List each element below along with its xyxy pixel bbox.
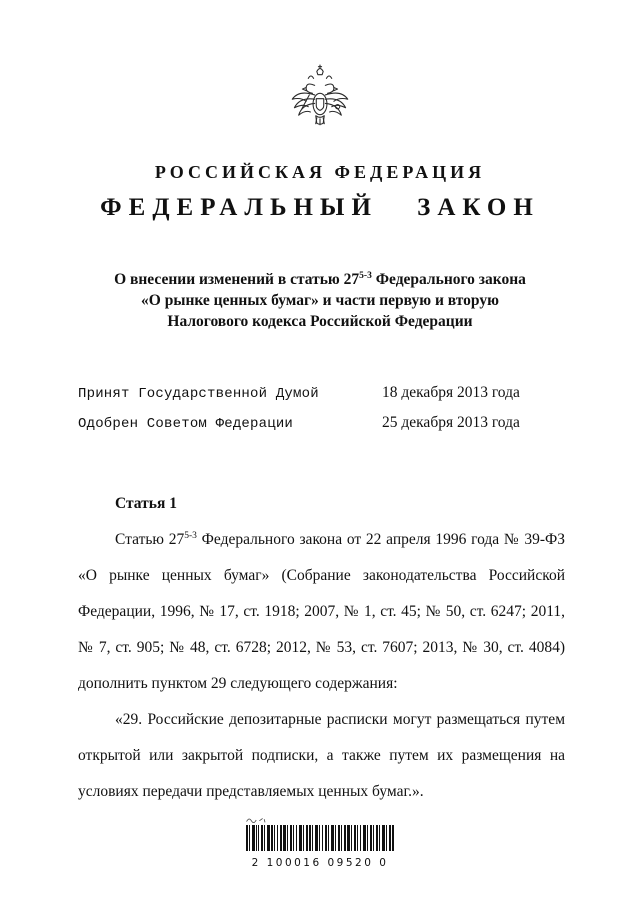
country-heading: РОССИЙСКАЯ ФЕДЕРАЦИЯ bbox=[154, 162, 486, 182]
article-1-heading: Статья 1 bbox=[115, 495, 177, 512]
barcode-block bbox=[235, 816, 405, 869]
law-title-line2: «О рынке ценных бумаг» и части первую и вторую bbox=[141, 292, 499, 309]
law-title-line1 bbox=[0, 269, 640, 290]
article-1-p1-post: Федерального закона от 22 апреля 1996 года № 39-ФЗ «О рынке ценных бумаг» (Собрание законодательства Российской Федерации, 1996, № 17, ст. 1918; 2007, № 1, ст. 45; № 50, ст. 6247; 2011, № 7, ст. 905; № 48, ст. 6728; 2012, № 53, ст. 7607; 2013, № 30, ст. 4084) дополнить пунктом 29 следующего содержания: bbox=[78, 531, 565, 692]
law-title bbox=[0, 269, 640, 332]
barcode-icon bbox=[246, 825, 394, 851]
article-1-paragraph-1 bbox=[78, 522, 565, 702]
law-title-line3: Налогового кодекса Российской Федерации bbox=[167, 313, 473, 330]
adoption-council-date: 25 декабря 2013 года bbox=[382, 414, 520, 431]
article-1-p1-superscript: 5-3 bbox=[184, 530, 197, 541]
article-1-p1-pre: Статью 27 bbox=[115, 531, 185, 548]
adoption-duma-label: Принят Государственной Думой bbox=[78, 386, 319, 402]
barcode-handwriting-mark bbox=[241, 816, 281, 824]
adoption-duma-date: 18 декабря 2013 года bbox=[382, 384, 520, 401]
document-type-heading: ФЕДЕРАЛЬНЫЙ ЗАКОН bbox=[100, 194, 540, 221]
law-title-line1-pre: О внесении изменений в статью 27 bbox=[114, 271, 360, 288]
law-title-line1-post: Федерального закона bbox=[371, 271, 526, 288]
adoption-council-label: Одобрен Советом Федерации bbox=[78, 416, 294, 432]
law-body bbox=[78, 486, 565, 810]
adoption-row-federation-council bbox=[78, 414, 640, 432]
article-1-paragraph-2: «29. Российские депозитарные расписки могут размещаться путем открытой или закрытой подписки, а также путем их размещения на условиях передачи представляемых ценных бумаг.». bbox=[78, 711, 565, 800]
law-title-line1-superscript: 5-3 bbox=[359, 270, 372, 281]
barcode-number: 2 100016 09520 0 bbox=[251, 857, 389, 869]
adoption-row-duma bbox=[78, 384, 640, 402]
adoption-block bbox=[78, 384, 640, 432]
russian-coat-of-arms-icon bbox=[287, 60, 353, 148]
